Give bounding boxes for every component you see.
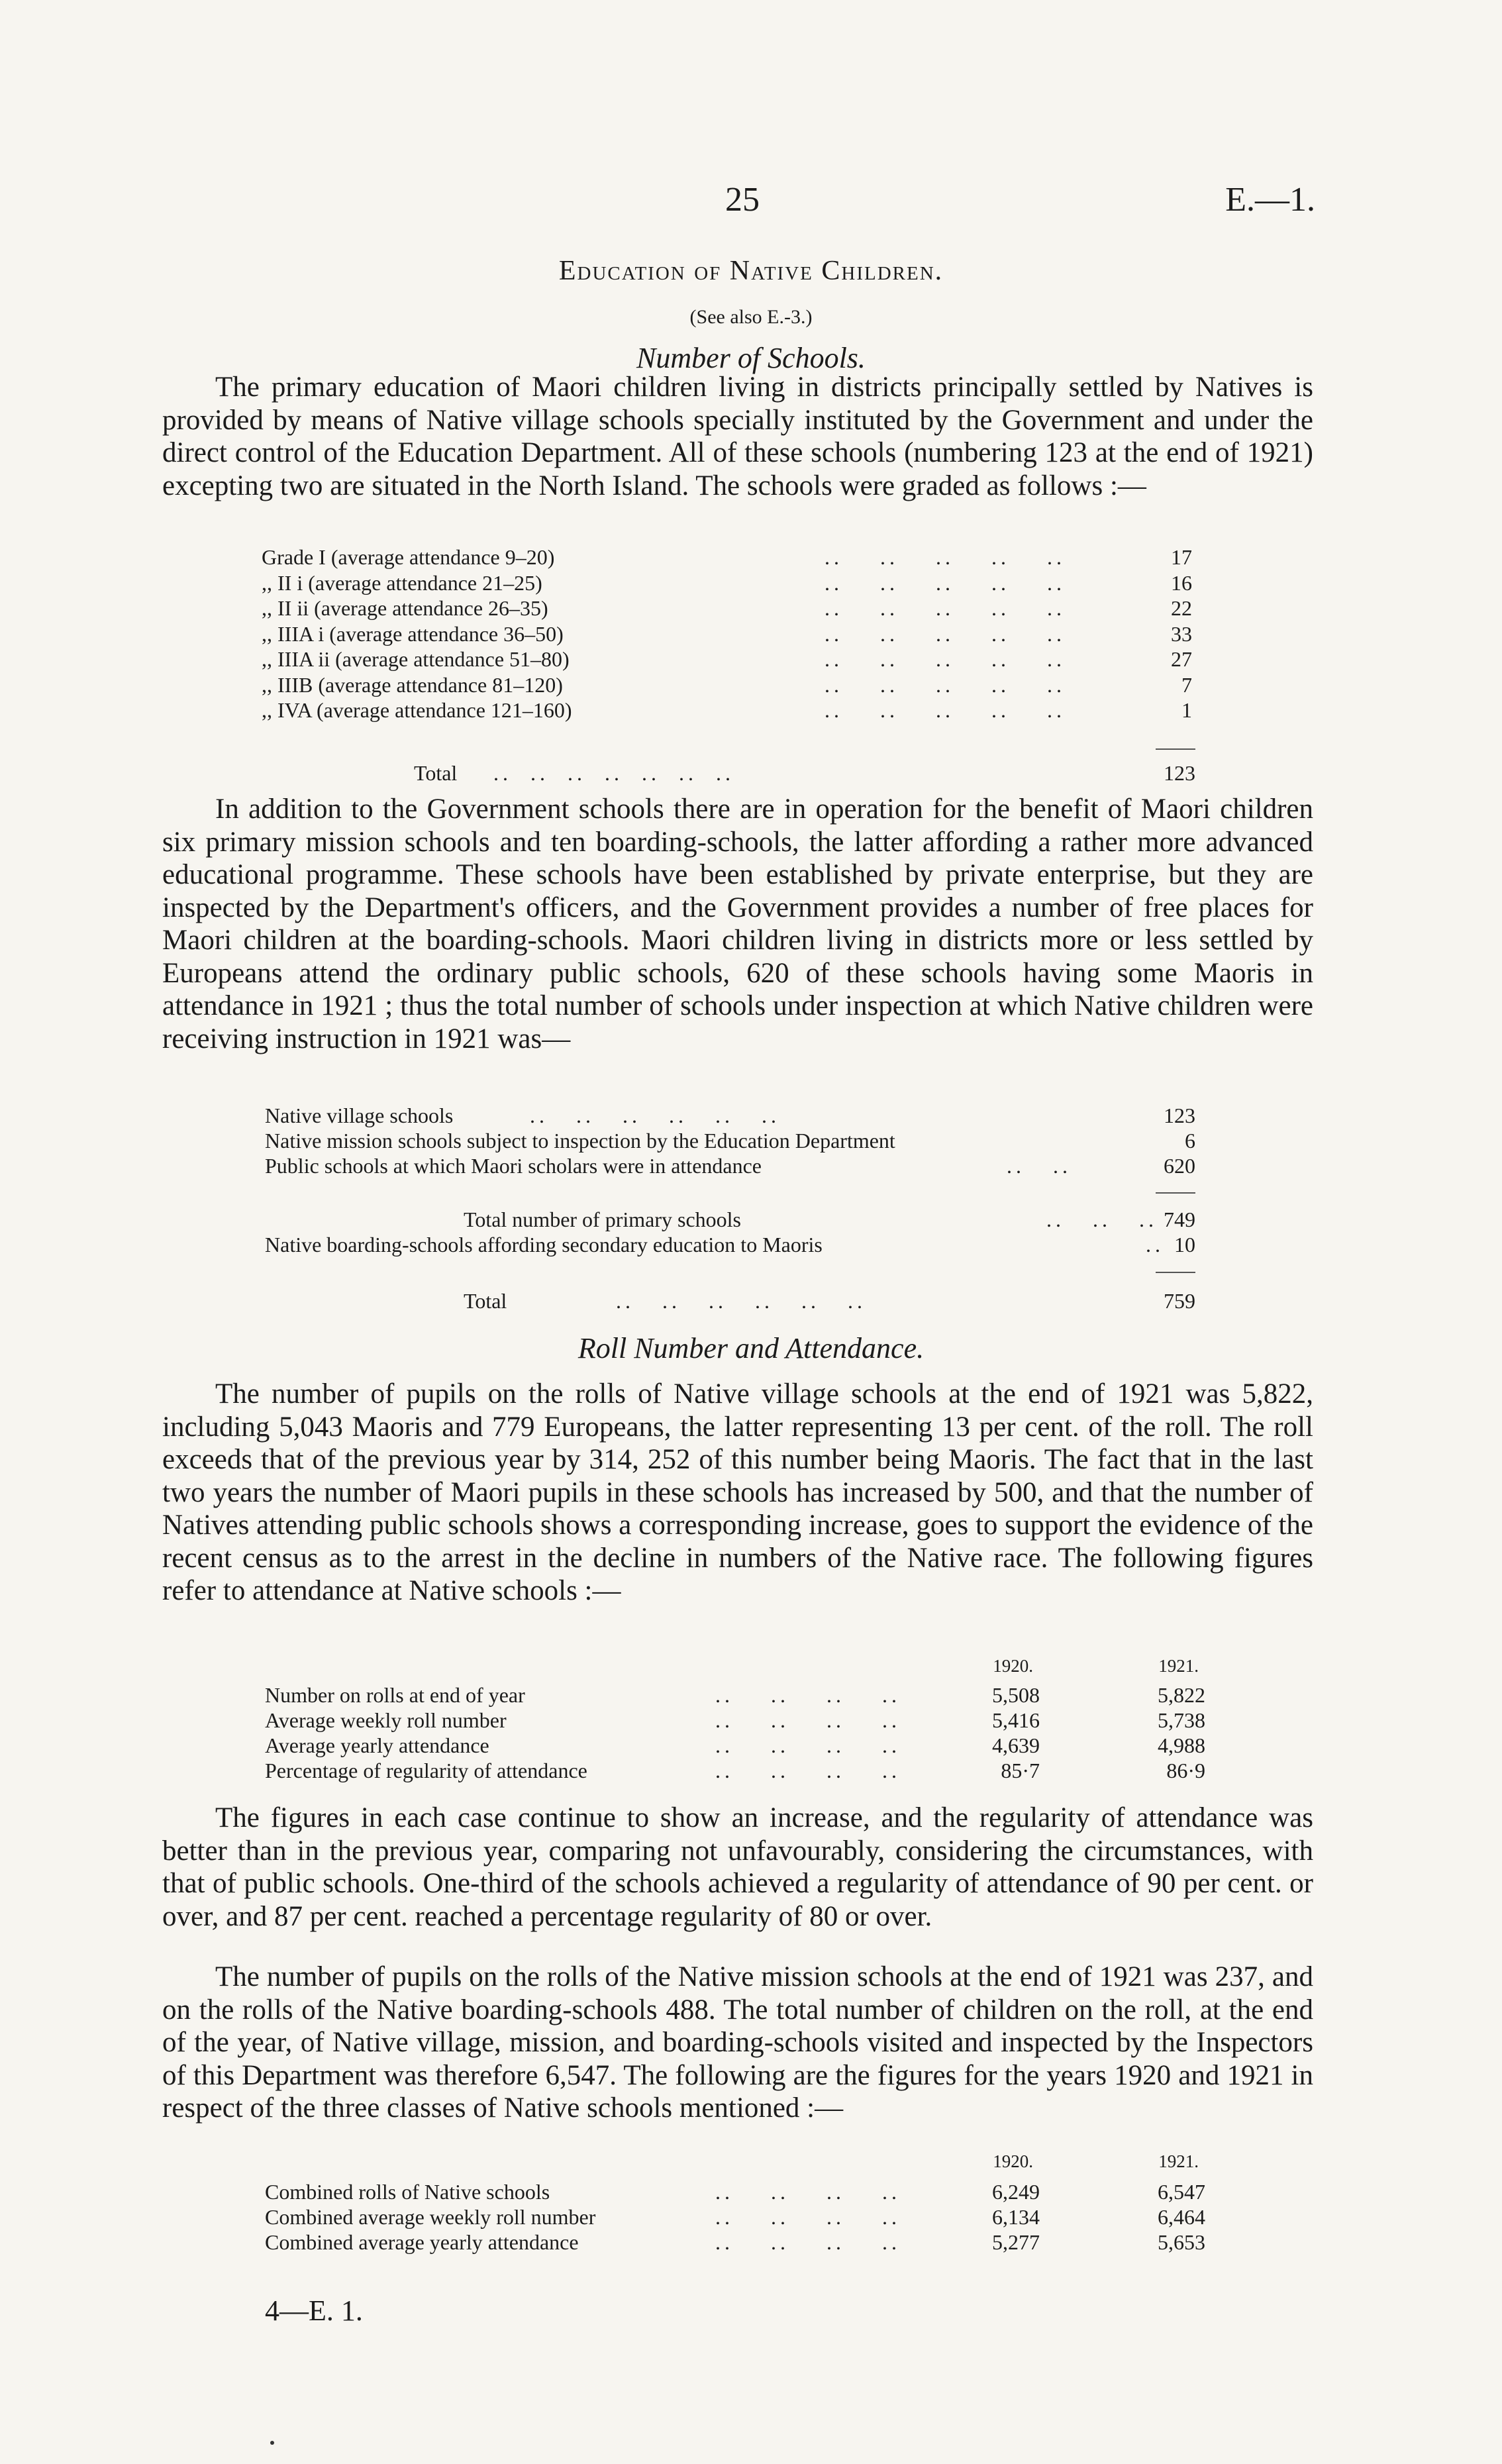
section-heading-number-of-schools: Number of Schools. [636, 342, 866, 374]
row-label: Combined rolls of Native schools [265, 2180, 550, 2204]
boarding-row [265, 1232, 1209, 1257]
row-label: Native village schools [265, 1104, 454, 1127]
leader-dots: .. .. .. .. .. .. [616, 1289, 866, 1313]
leader-dots: .. .. .. .. .. .. [530, 1104, 780, 1127]
row-label: Native mission schools subject to inspection by the Education Department [265, 1129, 895, 1153]
value-1920: 5,416 [992, 1708, 1040, 1732]
grade-row [262, 646, 1209, 672]
paragraph-regularity [162, 1802, 1313, 1933]
primary-total-value: 749 [1164, 1207, 1195, 1231]
leader-dots: .. .. .. .. [715, 1759, 901, 1782]
grades-total-row [414, 760, 1209, 786]
paragraph-text: The figures in each case continue to show an increase, and the regularity of attendance was better than in the previous year, comparing not unfavourably, considering the circumstances, with that of public schools. One-third of the schools achieved a regularity of attendance of 90 per cent. or over, and 87 per cent. reached a percentage regularity of 80 or over. [162, 1802, 1313, 1932]
schools-subtotal-rule [1156, 1192, 1195, 1194]
leader-dots: .. .. .. .. .. [825, 672, 1066, 697]
value-1920: 5,508 [992, 1683, 1040, 1707]
value-1921: 5,653 [1158, 2230, 1205, 2254]
document-reference: E.—1. [1225, 181, 1315, 219]
value-1920: 4,639 [992, 1733, 1040, 1757]
page-signature: 4—E. 1. [265, 2294, 363, 2327]
row-label: Average yearly attendance [265, 1733, 489, 1757]
leader-dots: .. .. .. .. .. .. .. [493, 761, 734, 785]
row-label: ,, IIIB (average attendance 81–120) [262, 672, 563, 697]
row-label: Percentage of regularity of attendance [265, 1759, 587, 1782]
row-label: ,, II ii (average attendance 26–35) [262, 596, 548, 620]
grade-row [262, 697, 1209, 723]
paragraph-text: The number of pupils on the rolls of Native village schools at the end of 1921 was 5,822, including 5,043 Maoris and 779 Europeans, the latter representing 13 per cent. of the roll. The roll exceeds that of the previous year by 314, 252 of this number being Maoris. The fact that in the last two years the number of Maori pupils in these schools has increased by 500, and that the number of Natives attending public schools shows a corresponding increase, goes to support the evidence of the recent census as to the arrest in the decline in numbers of the Native race. The following figures refer to attendance at Native schools :— [162, 1378, 1313, 1606]
grade-count: 1 [1181, 698, 1192, 722]
grade-count: 7 [1181, 672, 1192, 697]
grade-count: 16 [1171, 570, 1192, 595]
table1-year-1920: 1920. [993, 1656, 1033, 1676]
school-count: 123 [1164, 1104, 1195, 1127]
grade-row [262, 570, 1209, 595]
value-1920: 6,249 [992, 2180, 1040, 2204]
grade-row [262, 544, 1209, 570]
leader-dots: .. .. .. .. [715, 2230, 901, 2254]
grade-count: 33 [1171, 621, 1192, 646]
page-title: Education of Native Children. [558, 256, 944, 286]
grade-count: 22 [1171, 596, 1192, 620]
row-label: ,, IIIA ii (average attendance 51–80) [262, 647, 570, 671]
row-label: Number on rolls at end of year [265, 1683, 525, 1707]
leader-dots: .. .. .. .. .. [825, 621, 1066, 646]
boarding-value: 10 [1174, 1233, 1195, 1257]
value-1920: 6,134 [992, 2205, 1040, 2229]
row-label: Combined average weekly roll number [265, 2205, 596, 2229]
value-1920: 85·7 [1001, 1759, 1040, 1782]
school-type-row [265, 1103, 1209, 1128]
value-1920: 5,277 [992, 2230, 1040, 2254]
row-label: Public schools at which Maori scholars were in attendance [265, 1154, 762, 1178]
schools-total-label: Total [464, 1289, 507, 1313]
schools-total-row [464, 1288, 1209, 1313]
row-label: ,, II i (average attendance 21–25) [262, 570, 542, 595]
value-1921: 5,822 [1158, 1683, 1205, 1707]
leader-dots: .. .. .. .. [715, 2180, 901, 2204]
value-1921: 86·9 [1166, 1759, 1205, 1782]
total-value: 123 [1164, 761, 1195, 785]
table2-year-1921: 1921. [1158, 2151, 1199, 2171]
page-number: 25 [725, 181, 760, 219]
paragraph-roll-number [162, 1378, 1313, 1608]
grade-row [262, 621, 1209, 646]
leader-dots: .. .. .. .. .. [825, 570, 1066, 595]
value-1921: 6,547 [1158, 2180, 1205, 2204]
primary-total-row [464, 1207, 1209, 1232]
paragraph-primary-education [162, 371, 1313, 502]
leader-dots: .. .. .. .. [715, 1708, 901, 1732]
paragraph-text: The primary education of Maori children living in districts principally settled by Natives is provided by means of Native village schools specially instituted by the Government and under the direct control of the Education Department. All of these schools (numbering 123 at the end of 1921) excepting two are situated in the North Island. The schools were graded as follows :— [162, 372, 1313, 501]
paragraph-mission-schools [162, 793, 1313, 1055]
see-also-note: (See also E.-3.) [689, 306, 813, 328]
paragraph-text: In addition to the Government schools there are in operation for the benefit of Maori children six primary mission schools and ten boarding-schools, the latter affording a rather more advanced educational programme. These schools have been established by private enterprise, but they are inspected by the Department's officers, and the Government provides a number of free places for Maori children at the boarding-schools. Maori children living in districts more or less settled by Europeans attend the ordinary public schools, 620 of these schools having some Maoris in attendance in 1921 ; thus the total number of schools under inspection at which Native children were receiving instruction in 1921 was— [162, 794, 1313, 1054]
grade-count: 27 [1171, 647, 1192, 671]
grade-row [262, 595, 1209, 621]
leader-dots: .. .. .. .. [715, 1733, 901, 1757]
grades-total-rule [1156, 748, 1195, 750]
row-label: Combined average yearly attendance [265, 2230, 579, 2254]
value-1921: 4,988 [1158, 1733, 1205, 1757]
row-label: ,, IVA (average attendance 121–160) [262, 698, 572, 722]
section-heading-roll-number: Roll Number and Attendance. [577, 1332, 925, 1364]
school-count: 620 [1164, 1154, 1195, 1178]
value-1921: 6,464 [1158, 2205, 1205, 2229]
row-label: ,, IIIA i (average attendance 36–50) [262, 621, 564, 646]
leader-dots: .. .. .. .. .. [825, 647, 1066, 671]
leader-dots: .. .. [1007, 1154, 1072, 1178]
leader-dots: .. [1146, 1233, 1164, 1257]
combined-row [265, 2204, 1209, 2230]
schools-total-value: 759 [1164, 1289, 1195, 1313]
school-count: 6 [1185, 1129, 1195, 1153]
leader-dots: .. .. .. .. .. [825, 596, 1066, 620]
leader-dots: .. .. .. .. [715, 1683, 901, 1707]
grade-count: 17 [1171, 545, 1192, 569]
combined-row [265, 2230, 1209, 2255]
attendance-row [265, 1733, 1209, 1758]
schools-total-rule [1156, 1272, 1195, 1273]
school-type-row [265, 1128, 1209, 1153]
value-1921: 5,738 [1158, 1708, 1205, 1732]
leader-dots: .. .. .. [1046, 1207, 1158, 1231]
row-label: Average weekly roll number [265, 1708, 507, 1732]
school-type-row [265, 1153, 1209, 1178]
grade-row [262, 672, 1209, 697]
total-label: Total [414, 761, 458, 785]
row-label: Grade I (average attendance 9–20) [262, 545, 555, 569]
leader-dots: .. .. .. .. .. [825, 698, 1066, 722]
table2-year-1920: 1920. [993, 2151, 1033, 2171]
paragraph-text: The number of pupils on the rolls of the Native mission schools at the end of 1921 was 237, and on the rolls of the Native boarding-schools 488. The total number of children on the roll, at the end of the year, of Native village, mission, and boarding-schools visited and inspected by the Inspectors of this Department was therefore 6,547. The following are the figures for the years 1920 and 1921 in respect of the three classes of Native schools mentioned :— [162, 1961, 1313, 2124]
table1-year-1921: 1921. [1158, 1656, 1199, 1676]
leader-dots: .. .. .. .. [715, 2205, 901, 2229]
attendance-row [265, 1758, 1209, 1783]
print-speck [270, 2441, 274, 2445]
primary-total-label: Total number of primary schools [464, 1207, 741, 1231]
boarding-label: Native boarding-schools affording secondary education to Maoris [265, 1233, 823, 1257]
leader-dots: .. .. .. .. .. [825, 545, 1066, 569]
combined-row [265, 2179, 1209, 2204]
paragraph-mission-rolls [162, 1961, 1313, 2125]
attendance-row [265, 1708, 1209, 1733]
attendance-row [265, 1682, 1209, 1708]
